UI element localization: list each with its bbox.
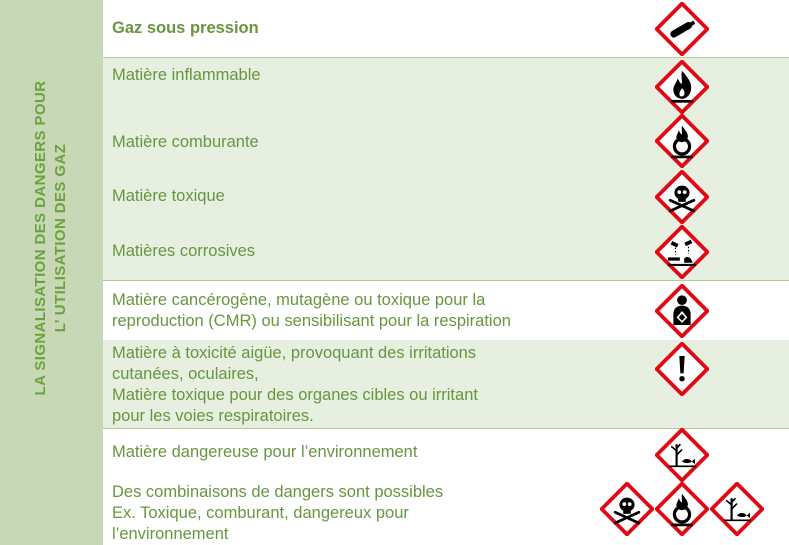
flame-icon bbox=[655, 60, 709, 114]
hazard-label-line: Matière à toxicité aigüe, provoquant des irritations bbox=[112, 344, 477, 362]
hazard-label-line: Matière cancérogène, mutagène ou toxique pour la bbox=[112, 291, 486, 309]
exclamation-mark-icon bbox=[655, 342, 709, 396]
hazard-row bbox=[103, 480, 789, 545]
skull-crossbones-icon bbox=[655, 170, 709, 224]
hazard-label: Matière dangereuse pour l’environnement bbox=[112, 443, 418, 461]
sidebar-title bbox=[31, 48, 71, 428]
hazard-row bbox=[103, 225, 789, 280]
hazard-row bbox=[103, 0, 789, 58]
gas-cylinder-icon bbox=[655, 2, 709, 56]
sidebar-title-panel bbox=[0, 0, 103, 545]
hazard-label-line: Des combinaisons de dangers sont possibles bbox=[112, 483, 444, 501]
hazard-row bbox=[103, 58, 789, 114]
hazard-label: Matière comburante bbox=[112, 133, 259, 151]
hazard-label: Gaz sous pression bbox=[112, 19, 259, 37]
sidebar-title-line-2: L’ UTILISATION DES GAZ bbox=[52, 143, 69, 333]
environment-icon bbox=[710, 482, 764, 536]
skull-crossbones-icon bbox=[600, 482, 654, 536]
hazard-table bbox=[103, 0, 789, 545]
hazard-label-line: Matière toxique pour des organes cibles ou irritant bbox=[112, 386, 478, 404]
hazard-label-line: l’environnement bbox=[112, 525, 229, 543]
flame-over-circle-icon bbox=[655, 114, 709, 168]
hazard-label: Matières corrosives bbox=[112, 242, 256, 260]
hazard-row bbox=[103, 340, 789, 428]
hazard-label bbox=[112, 343, 478, 427]
hazard-label-line: cutanées, oculaires, bbox=[112, 365, 259, 383]
environment-icon bbox=[655, 428, 709, 482]
hazard-label bbox=[112, 290, 511, 332]
hazard-label-line: Ex. Toxique, comburant, dangereux pour bbox=[112, 504, 409, 522]
corrosion-icon bbox=[655, 225, 709, 279]
flame-over-circle-icon bbox=[655, 482, 709, 536]
hazard-row bbox=[103, 114, 789, 170]
hazard-label: Matière toxique bbox=[112, 187, 225, 205]
hazard-row bbox=[103, 428, 789, 480]
hazard-row bbox=[103, 170, 789, 225]
hazard-label-line: pour les voies respiratoires. bbox=[112, 407, 314, 425]
hazard-label-line: reproduction (CMR) ou sensibilisant pour la respiration bbox=[112, 312, 511, 330]
hazard-label bbox=[112, 482, 443, 545]
health-hazard-icon bbox=[655, 284, 709, 338]
sidebar-title-line-1: LA SIGNALISATION DES DANGERS POUR bbox=[32, 80, 49, 396]
hazard-row bbox=[103, 280, 789, 340]
hazard-label: Matière inflammable bbox=[112, 66, 261, 84]
